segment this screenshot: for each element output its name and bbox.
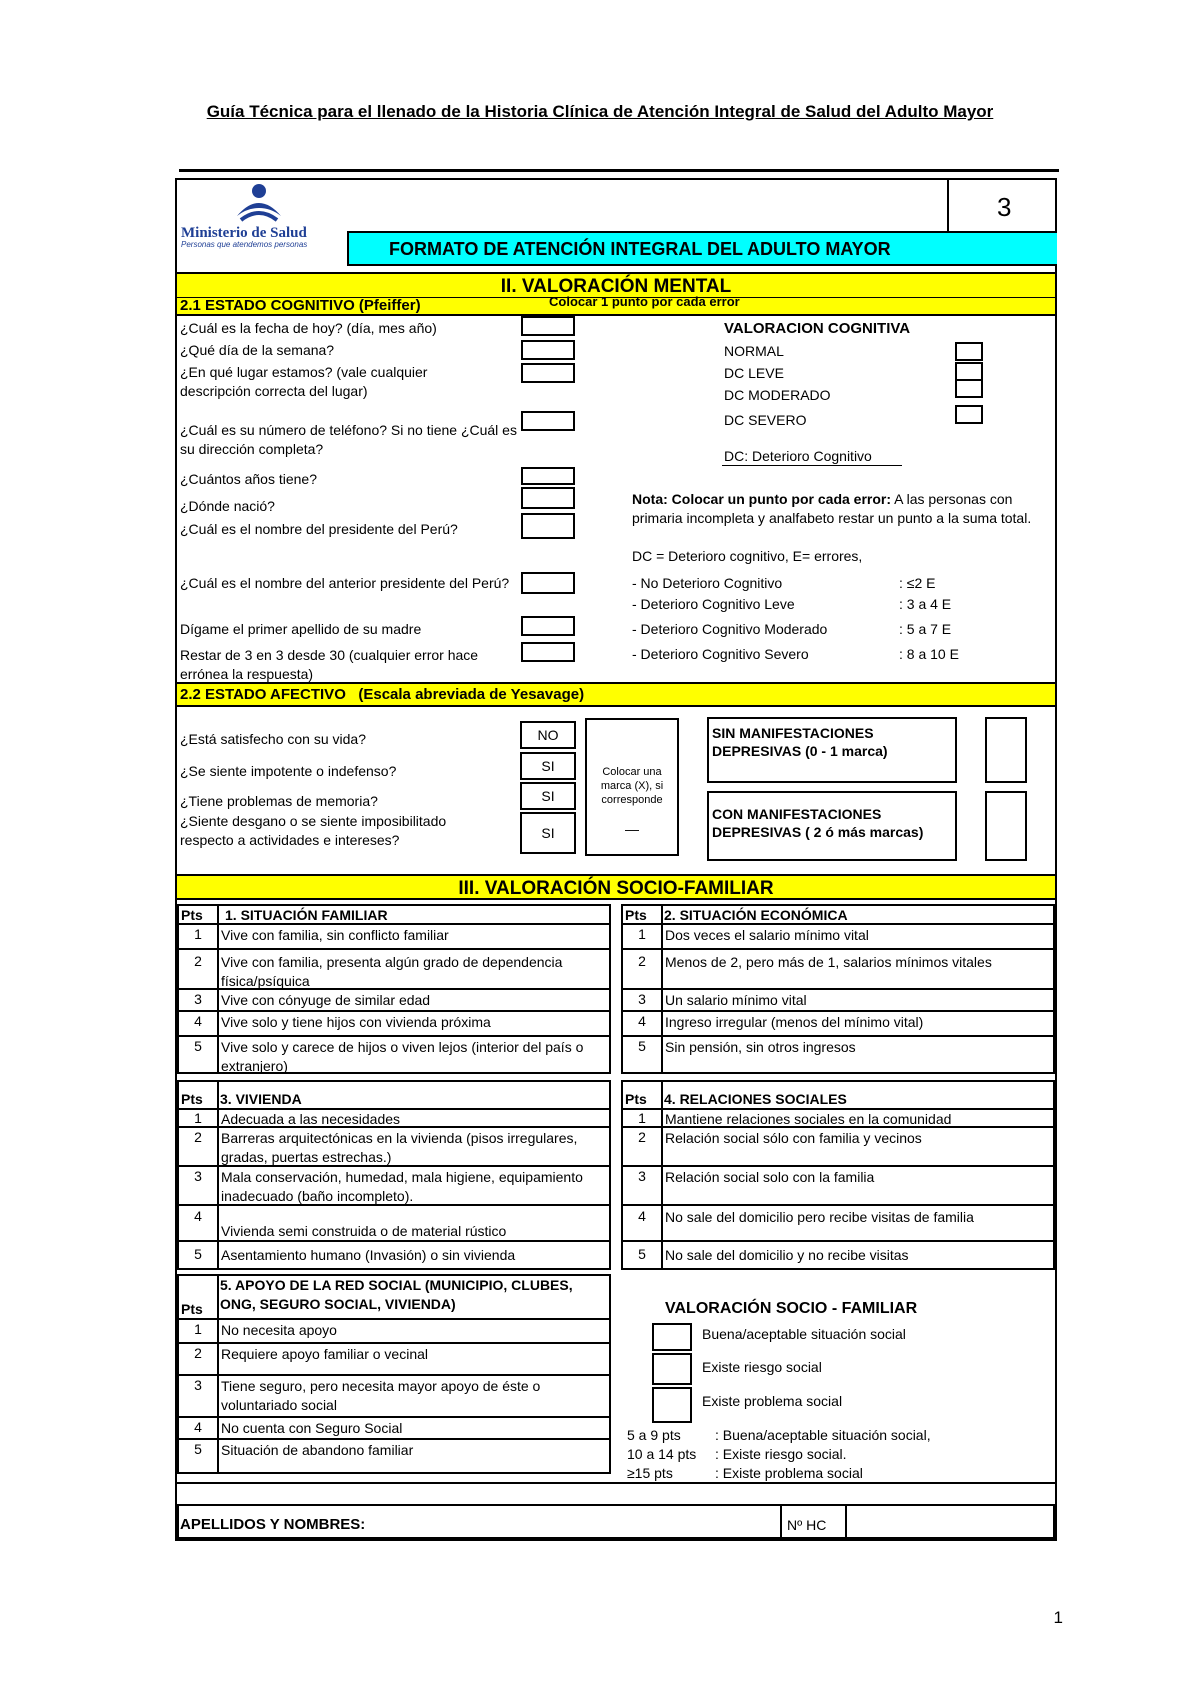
scale-label: - Deterioro Cognitivo Moderado — [632, 621, 828, 637]
assessment-option: DC SEVERO — [724, 412, 807, 428]
ministry-logo — [179, 180, 349, 260]
answer-box[interactable] — [521, 316, 575, 336]
cognitive-note: Nota: Colocar un punto por cada error: A las personas con primaria incompleta y analfabeto restar un punto a la suma total. — [632, 491, 1032, 526]
cognitive-note-line2: DC = Deterioro cognitivo, E= errores, — [632, 548, 863, 564]
socio-scale-label: : Buena/aceptable situación social, — [715, 1427, 931, 1443]
cognitive-question: ¿Cuál es su número de teléfono? Si no tiene ¿Cuál es su dirección completa? — [180, 422, 517, 457]
form-number: 3 — [997, 192, 1012, 222]
answer-box[interactable] — [521, 616, 575, 636]
scale-value: : 3 a 4 E — [899, 596, 952, 612]
form-title: FORMATO DE ATENCIÓN INTEGRAL DEL ADULTO MAYOR — [389, 239, 891, 259]
cognitive-question: ¿Cuál es el nombre del presidente del Perú? — [180, 521, 458, 537]
relaciones-table: Pts 4. RELACIONES SOCIALES 1 Mantiene relaciones sociales en la comunidad 2 Relación social sólo con familia y vecinos 3 Relación social solo con la familia 4 No sale del domicilio pero recibe visitas de familia 5 No sale del domicilio y no recibe visitas — [621, 1080, 1055, 1270]
familiar-item: Vive con familia, sin conflicto familiar — [221, 927, 449, 943]
document-header: Guía Técnica para el llenado de la Historia Clínica de Atención Integral de Salud del Adulto Mayor — [206, 102, 994, 121]
vivienda-item: Asentamiento humano (Invasión) o sin vivienda — [221, 1247, 516, 1263]
cognitive-assessment-title: VALORACION COGNITIVA — [724, 320, 911, 337]
vivienda-item: Barreras arquitectónicas en la vivienda (pisos irregulares, gradas, puertas estrechas.) — [221, 1130, 578, 1165]
economica-item: Ingreso irregular (menos del mínimo vital) — [665, 1014, 924, 1030]
section-3-title-bar — [177, 874, 1055, 900]
mark-note: Colocar una marca (X), si corresponde — [600, 766, 664, 806]
vivienda-table: Pts 3. VIVIENDA 1 Adecuada a las necesidades 2 Barreras arquitectónicas en la vivienda (pisos irregulares, gradas, puertas estrechas.) 3 Mala conservación, humedad, mala higiene, equipamiento inadecuado (baño incompleto). 4 Vivienda semi construida o de material rústico 5 Asentamiento humano (Invasión) o sin vivienda — [177, 1080, 611, 1270]
vivienda-title: 3. VIVIENDA — [220, 1091, 302, 1107]
socio-option: Existe riesgo social — [702, 1359, 822, 1375]
scale-value: : ≤2 E — [899, 575, 936, 591]
relaciones-item: No sale del domicilio pero recibe visitas de familia — [665, 1209, 974, 1225]
economica-item: Sin pensión, sin otros ingresos — [665, 1039, 856, 1055]
familiar-title: 1. SITUACIÓN FAMILIAR — [225, 907, 388, 923]
socio-scale-label: : Existe problema social — [715, 1465, 863, 1481]
cognitive-question: ¿Cuál es la fecha de hoy? (día, mes año) — [180, 320, 437, 336]
socio-scale-range: 10 a 14 pts — [627, 1446, 697, 1462]
scale-value: : 8 a 10 E — [899, 646, 959, 662]
socio-assessment-title: VALORACIÓN SOCIO - FAMILIAR — [665, 1300, 918, 1317]
affective-question: ¿Se siente impotente o indefenso? — [180, 763, 397, 779]
socio-checkbox[interactable] — [652, 1323, 692, 1351]
answer-box[interactable] — [521, 572, 575, 594]
familiar-table: Pts 1. SITUACIÓN FAMILIAR 1 Vive con familia, sin conflicto familiar 2 Vive con familia, presenta algún grado de dependencia física/psíquica 3 Vive con cónyuge de similar edad 4 Vive solo y tiene hijos con vivienda próxima 5 Vive solo y carece de hijos o viven lejos (interior del país o extranjero) — [177, 904, 611, 1074]
vivienda-item: Vivienda semi construida o de material rústico — [221, 1223, 507, 1239]
mark-box[interactable] — [585, 718, 679, 856]
cognitive-question: Dígame el primer apellido de su madre — [180, 621, 422, 637]
assessment-option: NORMAL — [724, 343, 784, 359]
economica-item: Menos de 2, pero más de 1, salarios mínimos vitales — [665, 954, 992, 970]
scale-label: - Deterioro Cognitivo Leve — [632, 596, 795, 612]
result-checkbox[interactable] — [985, 791, 1027, 861]
relaciones-item: No sale del domicilio y no recibe visitas — [665, 1247, 909, 1263]
form-container — [175, 178, 1057, 1541]
familiar-item: Vive con familia, presenta algún grado de dependencia física/psíquica — [221, 954, 563, 989]
relaciones-title: 4. RELACIONES SOCIALES — [664, 1091, 847, 1107]
familiar-item: Vive con cónyuge de similar edad — [221, 992, 431, 1008]
answer-box[interactable] — [521, 340, 575, 360]
apoyo-item: Tiene seguro, pero necesita mayor apoyo de éste o voluntariado social — [221, 1378, 541, 1413]
affective-title: 2.2 ESTADO AFECTIVO (Escala abreviada de Yesavage) — [180, 686, 585, 703]
assessment-option: DC MODERADO — [724, 387, 831, 403]
scale-label: - No Deterioro Cognitivo — [632, 575, 783, 591]
relaciones-item: Relación social solo con la familia — [665, 1169, 875, 1185]
cognitive-question: ¿Cuál es el nombre del anterior presidente del Perú? — [180, 575, 510, 591]
vivienda-item: Mala conservación, humedad, mala higiene, equipamiento inadecuado (baño incompleto). — [221, 1169, 583, 1204]
assessment-checkbox[interactable] — [955, 379, 983, 398]
result-no-depression — [707, 717, 957, 783]
vivienda-item: Adecuada a las necesidades — [221, 1111, 401, 1127]
economica-item: Un salario mínimo vital — [665, 992, 807, 1008]
answer-box[interactable] — [521, 487, 575, 509]
relaciones-item: Mantiene relaciones sociales en la comunidad — [665, 1111, 952, 1127]
socio-scale-label: : Existe riesgo social. — [715, 1446, 847, 1462]
economica-title: 2. SITUACIÓN ECONÓMICA — [664, 907, 848, 923]
pts-header: Pts — [625, 1091, 647, 1107]
form-title-bar — [347, 231, 1057, 266]
logo-tagline: Personas que atendemos personas — [181, 240, 308, 249]
answer-box[interactable] — [521, 642, 575, 662]
economica-table: Pts 2. SITUACIÓN ECONÓMICA 1 Dos veces el salario mínimo vital 2 Menos de 2, pero más de 1, salarios mínimos vitales 3 Un salario mínimo vital 4 Ingreso irregular (menos del mínimo vital) 5 Sin pensión, sin otros ingresos — [621, 904, 1055, 1074]
result-depression — [707, 791, 957, 861]
answer-box[interactable] — [521, 411, 575, 431]
cognitive-instruction: Colocar 1 punto por cada error — [549, 294, 740, 309]
cognitive-title-bar — [177, 294, 1055, 316]
affective-question: ¿Está satisfecho con su vida? — [180, 731, 366, 747]
cognitive-question: Restar de 3 en 3 desde 30 (cualquier error hace errónea la respuesta) — [180, 647, 479, 682]
logo-emblem-icon — [179, 182, 349, 222]
cognitive-question: ¿En qué lugar estamos? (vale cualquier descripción correcta del lugar) — [180, 364, 428, 399]
apellidos-label: APELLIDOS Y NOMBRES: — [180, 1516, 366, 1533]
section-3-title: III. VALORACIÓN SOCIO-FAMILIAR — [458, 878, 774, 899]
result-checkbox[interactable] — [985, 717, 1027, 783]
socio-option: Buena/aceptable situación social — [702, 1326, 906, 1342]
assessment-checkbox[interactable] — [955, 342, 983, 361]
hc-label: Nº HC — [787, 1517, 827, 1533]
affective-answer[interactable]: SI — [520, 752, 576, 780]
answer-box[interactable] — [521, 513, 575, 539]
familiar-item: Vive solo y carece de hijos o viven lejos (interior del país o extranjero) — [221, 1039, 584, 1074]
result-no-depression-text: SIN MANIFESTACIONES DEPRESIVAS (0 - 1 marca) — [712, 725, 888, 759]
answer-box[interactable] — [521, 363, 575, 383]
economica-item: Dos veces el salario mínimo vital — [665, 927, 869, 943]
socio-checkbox[interactable] — [652, 1387, 692, 1423]
name-field[interactable] — [177, 1504, 1055, 1539]
affective-answer[interactable]: SI — [520, 812, 576, 854]
apoyo-item: No cuenta con Seguro Social — [221, 1420, 403, 1436]
affective-question: ¿Siente desgano o se siente imposibilitado respecto a actividades e intereses? — [180, 813, 447, 848]
socio-option: Existe problema social — [702, 1393, 843, 1409]
cognitive-question: ¿Dónde nació? — [180, 498, 275, 514]
page-number: 1 — [1053, 1608, 1063, 1627]
familiar-item: Vive solo y tiene hijos con vivienda próxima — [221, 1014, 491, 1030]
affective-answer[interactable]: NO — [520, 721, 576, 749]
pts-header: Pts — [625, 907, 647, 923]
scale-value: : 5 a 7 E — [899, 621, 952, 637]
socio-scale-range: ≥15 pts — [627, 1465, 673, 1481]
socio-checkbox[interactable] — [652, 1353, 692, 1385]
pts-header: Pts — [181, 1301, 203, 1317]
affective-question: ¿Tiene problemas de memoria? — [180, 793, 378, 809]
top-rule — [179, 169, 1059, 172]
result-depression-text: CON MANIFESTACIONES DEPRESIVAS ( 2 ó más marcas) — [712, 806, 924, 840]
assessment-checkbox[interactable] — [955, 405, 983, 424]
scale-label: - Deterioro Cognitivo Severo — [632, 646, 809, 662]
cognitive-question: ¿Qué día de la semana? — [180, 342, 335, 358]
mark-dash: — — [625, 821, 639, 837]
affective-title-bar — [177, 682, 1055, 707]
affective-answer[interactable]: SI — [520, 782, 576, 810]
relaciones-item: Relación social sólo con familia y vecinos — [665, 1130, 922, 1146]
answer-box[interactable] — [521, 467, 575, 485]
cognitive-question: ¿Cuántos años tiene? — [180, 471, 317, 487]
section-2-title: II. VALORACIÓN MENTAL — [500, 276, 732, 297]
pts-header: Pts — [181, 1091, 203, 1107]
apoyo-title: 5. APOYO DE LA RED SOCIAL (MUNICIPIO, CLUBES, ONG, SEGURO SOCIAL, VIVIENDA) — [220, 1277, 573, 1312]
apoyo-item: No necesita apoyo — [221, 1322, 337, 1338]
logo-name: Ministerio de Salud — [181, 225, 307, 241]
apoyo-item: Requiere apoyo familiar o vecinal — [221, 1346, 428, 1362]
socio-scale-range: 5 a 9 pts — [627, 1427, 681, 1443]
cognitive-title: 2.1 ESTADO COGNITIVO (Pfeiffer) — [180, 297, 421, 314]
dc-note: DC: Deterioro Cognitivo — [724, 448, 872, 464]
apoyo-item: Situación de abandono familiar — [221, 1442, 414, 1458]
pts-header: Pts — [181, 907, 203, 923]
assessment-option: DC LEVE — [724, 365, 784, 381]
apoyo-table: Pts 5. APOYO DE LA RED SOCIAL (MUNICIPIO, CLUBES, ONG, SEGURO SOCIAL, VIVIENDA) 1 No necesita apoyo 2 Requiere apoyo familiar o vecinal 3 Tiene seguro, pero necesita mayor apoyo de éste o voluntariado social 4 No cuenta con Seguro Social 5 Situación de abandono familiar — [177, 1274, 611, 1474]
